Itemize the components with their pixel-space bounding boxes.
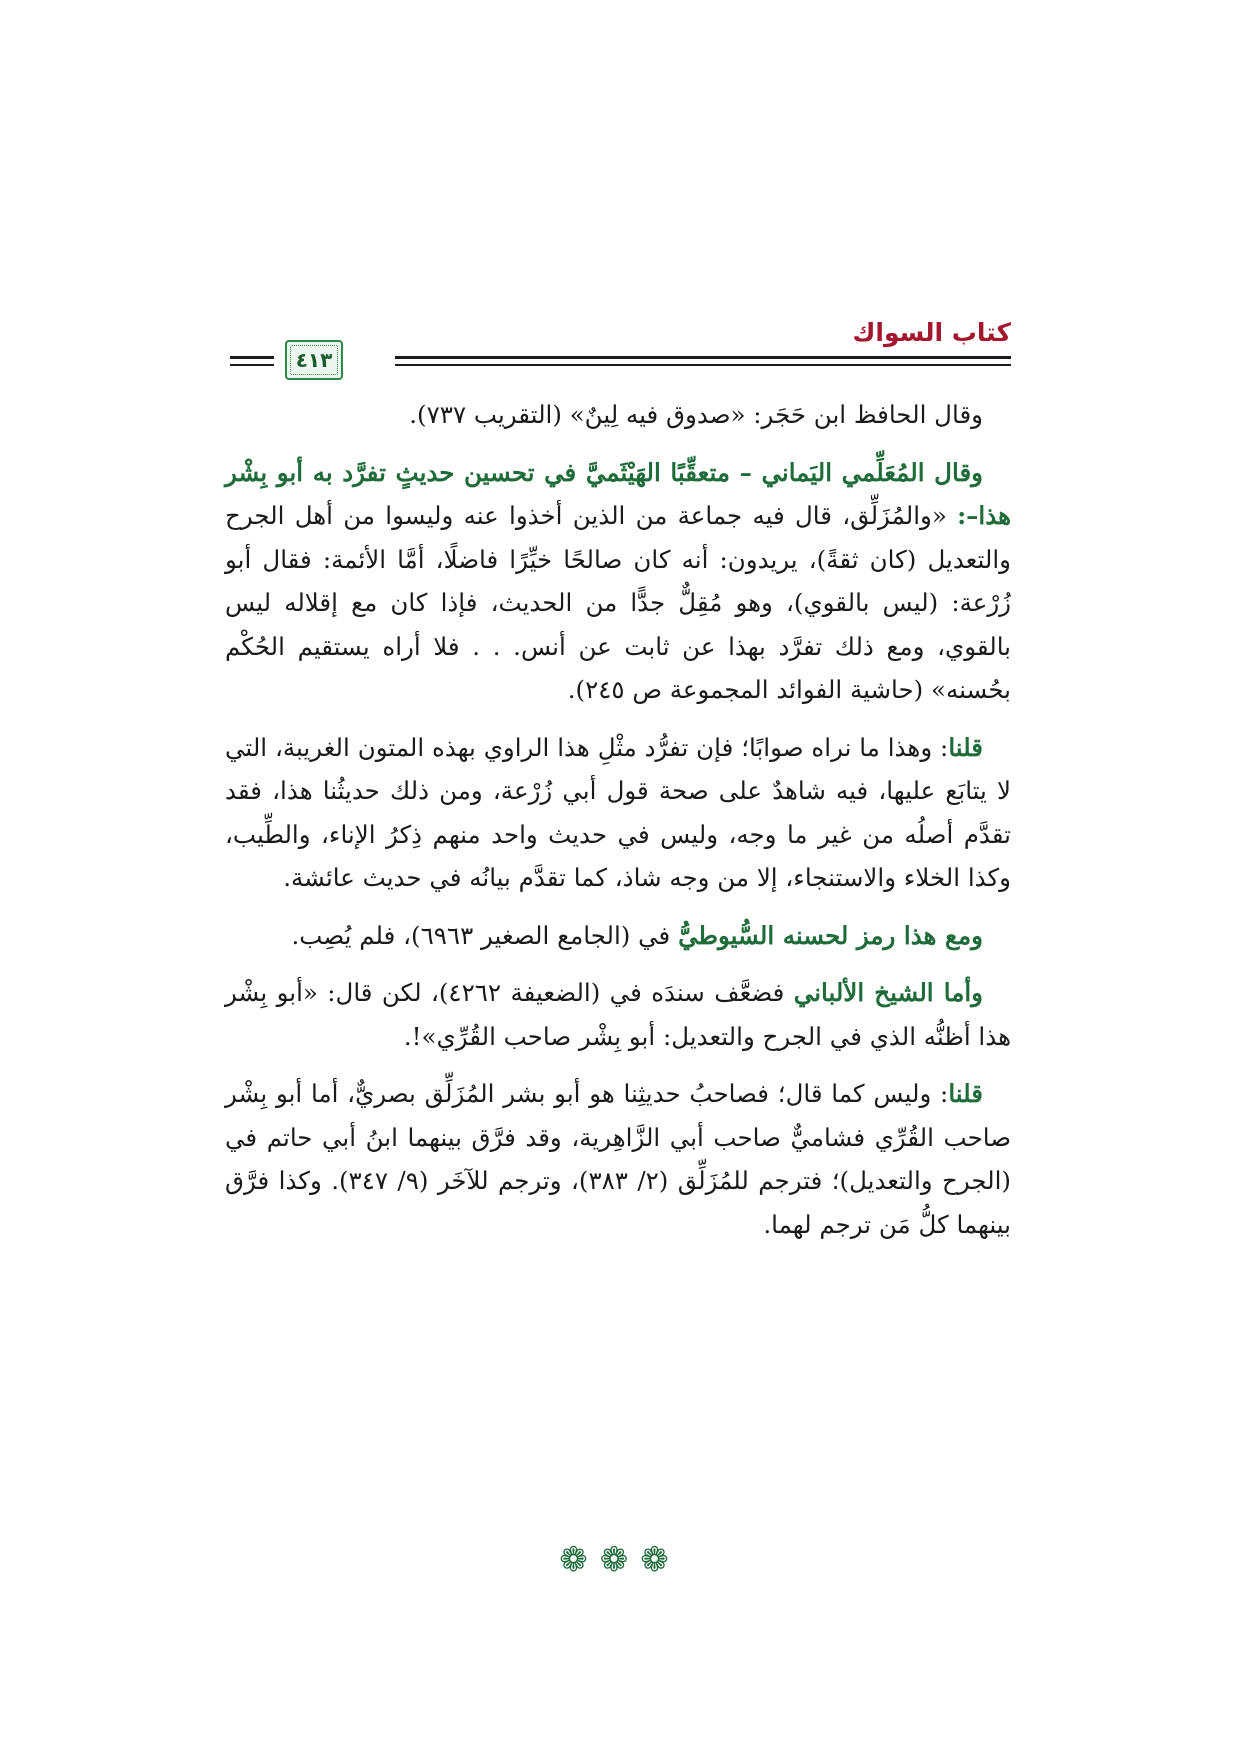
paragraph (225, 971, 1011, 1058)
page-header (230, 318, 1011, 380)
header-rule (395, 364, 1011, 366)
highlighted-text: قلنا (948, 1079, 983, 1108)
paragraph-text: «والمُزَلِّق، قال فيه جماعة من الذين أخذوا عنه وليسوا من أهل الجرح والتعديل (كان ثقةً)، يريدون: أنه كان صالحًا خيِّرًا فاضلًا، أمَّا الأئمة: فقال أبو زُرْعة: (ليس بالقوي)، وهو مُقِلٌّ جدًّا من الحديث، فإذا كان مع إقلاله ليس بالقوي، ومع ذلك تفرَّد بهذا عن ثابت عن أنس. . . فلا أراه يستقيم الحُكْم بحُسنه» (حاشية الفوائد المجموعة ص ٢٤٥). (225, 501, 1011, 704)
highlighted-text: ومع هذا رمز لحسنه السُّيوطيُّ (678, 920, 983, 950)
flower-ornament-icon: ❁ (640, 1540, 681, 1580)
paragraph (225, 1072, 1011, 1246)
body-text (225, 393, 1011, 1260)
paragraph-text: فضعَّف سندَه في (الضعيفة ٤٢٦٢)، لكن قال: «أبو بِشْر هذا أظنُّه الذي في الجرح والتعديل: أبو بِشْر صاحب القُرِّي»!. (225, 978, 1011, 1051)
paragraph (225, 726, 1011, 900)
page-number: ٤١٣ (295, 348, 333, 372)
paragraph-text: وقال الحافظ ابن حَجَر: «صدوق فيه لِينٌ» (التقريب ٧٣٧). (409, 400, 983, 429)
header-rule (230, 364, 274, 366)
highlighted-text: وأما الشيخ الألباني (793, 978, 983, 1007)
page-number-frame (285, 340, 343, 380)
book-title: كتاب السواك (852, 318, 1011, 347)
paragraph (225, 914, 1011, 958)
header-rule (230, 356, 274, 359)
paragraph (225, 451, 1011, 712)
highlighted-text: قلنا (948, 732, 983, 762)
flower-ornament-icon: ❁ (599, 1540, 641, 1580)
section-end-ornaments (0, 1540, 1240, 1580)
paragraph-text: في (الجامع الصغير ٦٩٦٣)، فلم يُصِب. (291, 920, 679, 950)
paragraph-text: : وهذا ما نراه صوابًا؛ فإن تفرُّد مثْلِ هذا الراوي بهذه المتون الغريبة، التي لا يتابَع عليها، فيه شاهدٌ على صحة قول أبي زُرْعة، ومن ذلك حديثُنا هذا، فقد تقدَّم أصلُه من غير ما وجه، وليس في حديث واحد منهم ذِكرُ الإناء، والطِّيب، وكذا الخلاء والاستنجاء، إلا من وجه شاذ، كما تقدَّم بيانُه في حديث عائشة. (225, 732, 1011, 892)
header-rule (395, 356, 1011, 359)
flower-ornament-icon: ❁ (559, 1540, 600, 1580)
paragraph-text: : وليس كما قال؛ فصاحبُ حديثِنا هو أبو بشر المُزَلِّق بصريٌّ، أما أبو بِشْر صاحب القُرِّي فشاميٌّ صاحب أبي الزَّاهِرية، وقد فرَّق بينهما ابنُ أبي حاتم في (الجرح والتعديل)؛ فترجم للمُزَلِّق (٢/ ٣٨٣)، وترجم للآخَر (٩/ ٣٤٧). وكذا فرَّق بينهما كلُّ مَن ترجم لهما. (225, 1079, 1011, 1239)
paragraph (225, 393, 1011, 437)
highlighted-text: وقال المُعَلِّمي اليَماني – متعقِّبًا الهَيْثَميَّ في تحسين حديثٍ تفرَّد به أبو بِشْر هذا–: (225, 457, 1011, 530)
